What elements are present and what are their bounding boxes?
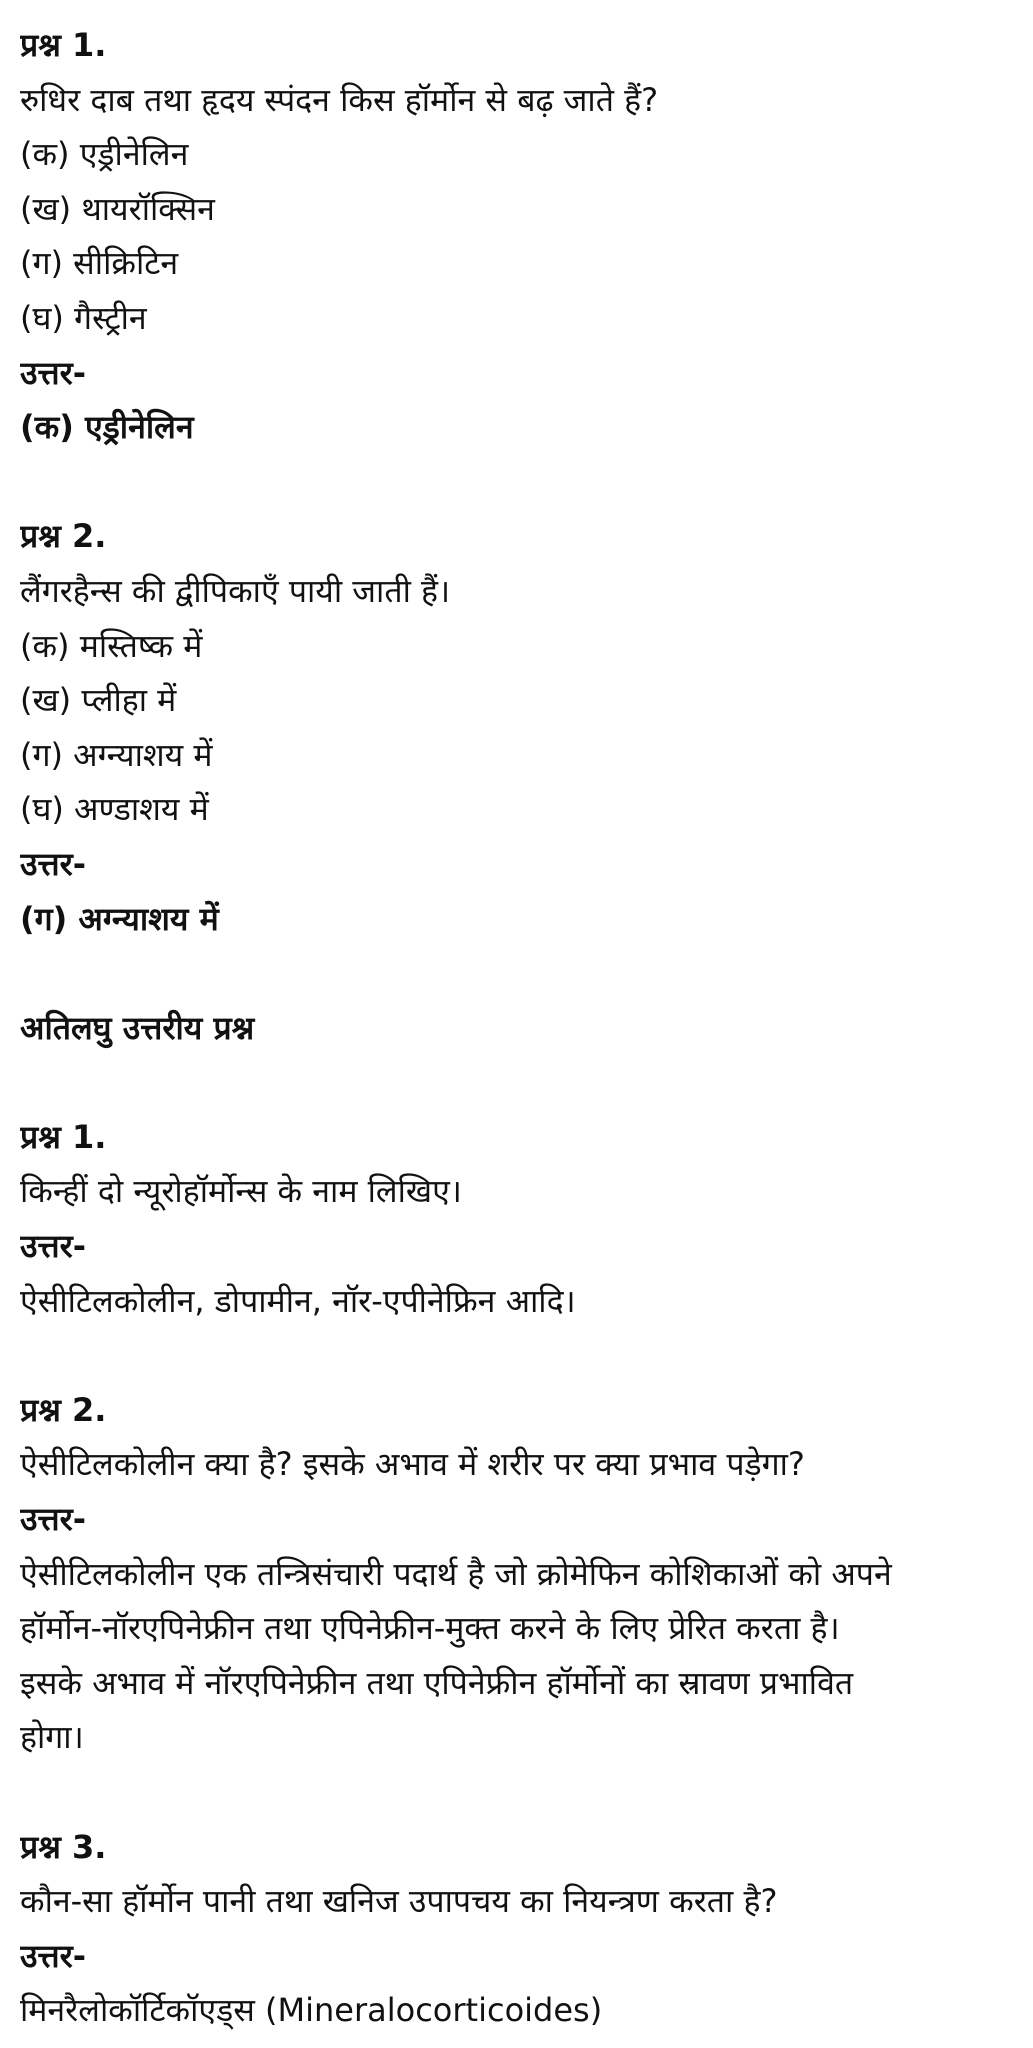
option-text: (ख) थायरॉक्सिन [20,189,215,228]
question-text: लैंगरहैन्स की द्वीपिकाएँ पायी जाती हैं। [20,571,451,610]
option-text: (घ) अण्डाशय में [20,790,209,829]
short-question-block [20,1383,1015,1765]
mcq-question-block [20,509,1015,946]
answer-text: ऐसीटिलकोलीन एक तन्त्रिसंचारी पदार्थ है जो क्रोमेफिन कोशिकाओं को अपने [20,1554,892,1593]
question-text: रुधिर दाब तथा हृदय स्पंदन किस हॉर्मोन से बढ़ जाते हैं? [20,80,659,119]
question-label: प्रश्न 1. [20,26,107,64]
answer-text: इसके अभाव में नॉरएपिनेफ्रीन तथा एपिनेफ्रीन हॉर्मोनों का स्रावण प्रभावित [20,1663,854,1702]
question-label: प्रश्न 2. [20,1390,107,1429]
spacer [20,1765,1015,1820]
option-text: (क) मस्तिष्क में [20,626,203,665]
answer-text: (ग) अग्न्याशय में [20,899,219,938]
question-text: ऐसीटिलकोलीन क्या है? इसके अभाव में शरीर पर क्या प्रभाव पड़ेगा? [20,1445,805,1484]
question-text: कौन-सा हॉर्मोन पानी तथा खनिज उपापचय का नियन्त्रण करता है? [20,1882,778,1921]
question-label: प्रश्न 2. [20,517,107,556]
answer-label: उत्तर- [20,1227,87,1266]
answer-label: उत्तर- [20,353,87,392]
option-text: (क) एड्रीनेलिन [20,135,189,174]
question-text: किन्हीं दो न्यूरोहॉर्मोन्स के नाम लिखिए। [20,1172,462,1211]
question-label: प्रश्न 3. [20,1827,107,1866]
option-text: (ख) प्लीहा में [20,681,177,720]
option-text: (घ) गैस्ट्रीन [20,298,147,337]
spacer [20,455,1015,510]
spacer [20,1328,1015,1383]
option-text: (ग) सीक्रिटिन [20,244,179,283]
mcq-question-block [20,18,1015,455]
answer-text: ऐसीटिलकोलीन, डोपामीन, नॉर-एपीनेफ्रिन आदि। [20,1281,576,1320]
answer-text: हॉर्मोन-नॉरएपिनेफ्रीन तथा एपिनेफ्रीन-मुक्त करने के लिए प्रेरित करता है। [20,1609,840,1648]
short-question-block [20,1820,1015,2038]
question-label: प्रश्न 1. [20,1117,107,1156]
spacer [20,1055,1015,1110]
answer-label: उत्तर- [20,844,87,883]
answer-text: मिनरैलोकॉर्टिकॉएड्स (Mineralocorticoides) [20,1991,603,2030]
document-page [20,18,1015,2038]
answer-text: (क) एड्रीनेलिन [20,408,194,447]
short-question-block [20,1110,1015,1328]
answer-text: होगा। [20,1718,84,1757]
answer-label: उत्तर- [20,1936,87,1975]
spacer [20,946,1015,1001]
section-heading: अतिलघु उत्तरीय प्रश्न [20,1008,255,1047]
answer-label: उत्तर- [20,1500,87,1539]
option-text: (ग) अग्न्याशय में [20,735,213,774]
